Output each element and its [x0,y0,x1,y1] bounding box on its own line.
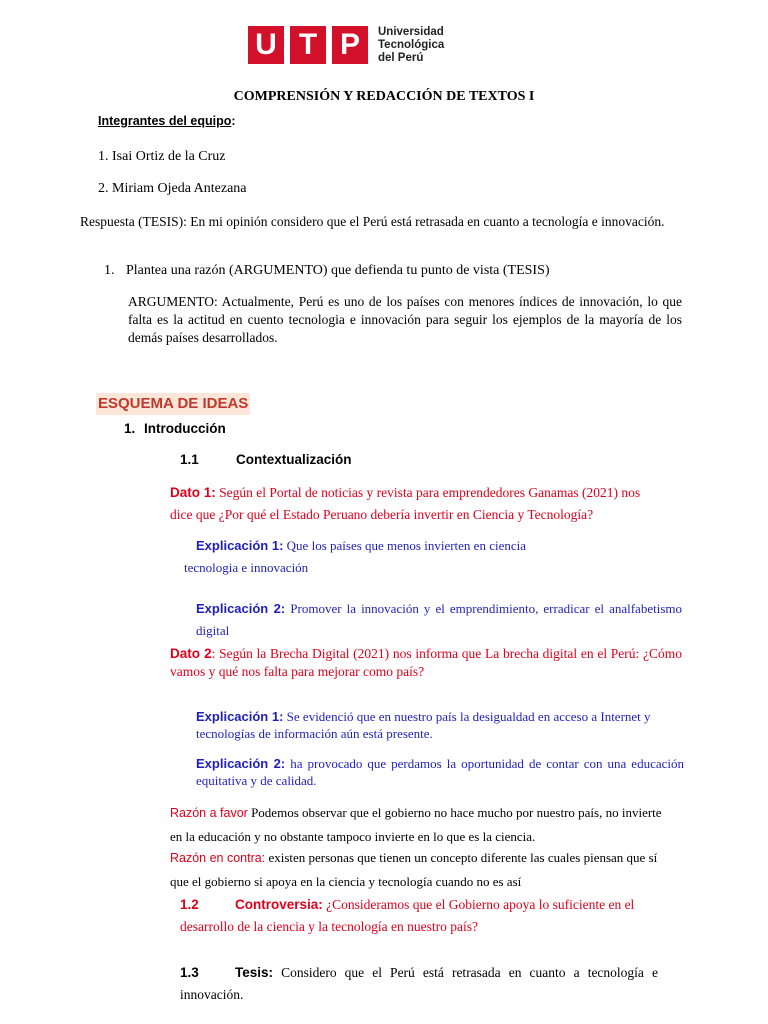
section-1-1-number: 1.1 [180,452,199,467]
logo-text-line: del Perú [378,52,424,64]
team-heading-row [98,112,236,130]
section-1-2-number: 1.2 [180,897,199,912]
explicacion-4-label: Explicación 2: [196,756,286,771]
razon-a-favor-text: Podemos observar que el gobierno no hace mucho por nuestro país, no invierte en la educación y no obstante tampoco invierte en lo que es la ciencia. [170,805,662,844]
question-number: 1. [104,263,115,278]
tesis-final [180,962,658,1006]
razon-a-favor-label: Razón a favor [170,806,248,820]
razon-en-contra [170,846,662,893]
section-intro-number: 1. [124,421,136,436]
dato-2-text: : Según la Brecha Digital (2021) nos informa que La brecha digital en el Perú: ¿Cómo vamos y qué nos falta para mejorar como país? [170,646,682,679]
logo-letter-t: T [290,26,326,64]
explicacion-4 [196,755,684,789]
explicacion-3-label: Explicación 1: [196,709,284,724]
razon-en-contra-label: Razón en contra: [170,851,266,865]
explicacion-4-text: ha provocado que perdamos la oportunidad de contar con una educación equitativa y de calidad. [196,756,684,788]
explicacion-2 [196,598,682,642]
logo-letter-p: P [332,26,368,64]
tesis-paragraph: Respuesta (TESIS): En mi opinión considero que el Perú está retrasada en cuanto a tecnología e innovación. [80,214,665,229]
team-heading: Integrantes del equipo [98,114,232,128]
section-1-1-title: Contextualización [236,452,352,467]
controversia-text: ¿Consideramos que el Gobierno apoya lo suficiente en el desarrollo de la ciencia y la tecnología en nuestro país? [180,897,635,934]
razon-a-favor [170,801,662,848]
esquema-heading: ESQUEMA DE IDEAS [96,393,250,415]
logo-letter-u: U [248,26,284,64]
team-heading-colon: : [231,114,236,128]
explicacion-1-text-cont: tecnologia e innovación [184,560,309,575]
explicacion-3 [196,708,684,742]
explicacion-2-text: Promover la innovación y el emprendimiento, erradicar el analfabetismo digital [196,601,682,638]
dato-1 [170,482,650,526]
controversia [180,894,660,938]
explicacion-3-text: Se evidenció que en nuestro país la desigualdad en acceso a Internet y tecnologías de información aún está presente. [196,709,651,741]
team-member: 1. Isai Ortiz de la Cruz [98,149,226,164]
question-text: Plantea una razón (ARGUMENTO) que defienda tu punto de vista (TESIS) [126,263,550,278]
section-intro-title: Introducción [144,421,226,436]
team-member: 2. Miriam Ojeda Antezana [98,181,247,196]
dato-2 [170,645,682,681]
explicacion-1-text: Que los países que menos invierten en ciencia [286,538,527,553]
argumento-paragraph: ARGUMENTO: Actualmente, Perú es uno de los países con menores índices de innovación, lo que falta es la actitud en cuento tecnologia e innovación para seguir los ejemplos de la mayoría de los demás países desarrollados. [128,294,682,345]
explicacion-1-label: Explicación 1: [196,538,284,553]
explicacion-2-label: Explicación 2: [196,601,286,616]
dato-1-label: Dato 1: [170,485,216,500]
dato-1-text: Según el Portal de noticias y revista para emprendedores Ganamas (2021) nos dice que ¿Por qué el Estado Peruano debería invertir en Ciencia y Tecnología? [170,485,641,522]
logo-text-line: Tecnológica [378,39,445,51]
tesis-final-label: Tesis: [235,965,274,980]
tesis-final-text: Considero que el Perú está retrasada en cuanto a tecnología e innovación. [180,965,658,1002]
controversia-label: Controversia: [235,897,323,912]
utp-logo [248,26,445,68]
razon-en-contra-text: existen personas que tienen un concepto diferente las cuales piensan que sí que el gobierno si apoya en la ciencia y tecnología cuando no es así [170,850,658,889]
dato-2-label: Dato 2 [170,646,212,661]
explicacion-1 [196,537,526,555]
section-1-3-number: 1.3 [180,965,199,980]
document-title: COMPRENSIÓN Y REDACCIÓN DE TEXTOS I [233,89,535,104]
logo-text-line: Universidad [378,26,444,38]
